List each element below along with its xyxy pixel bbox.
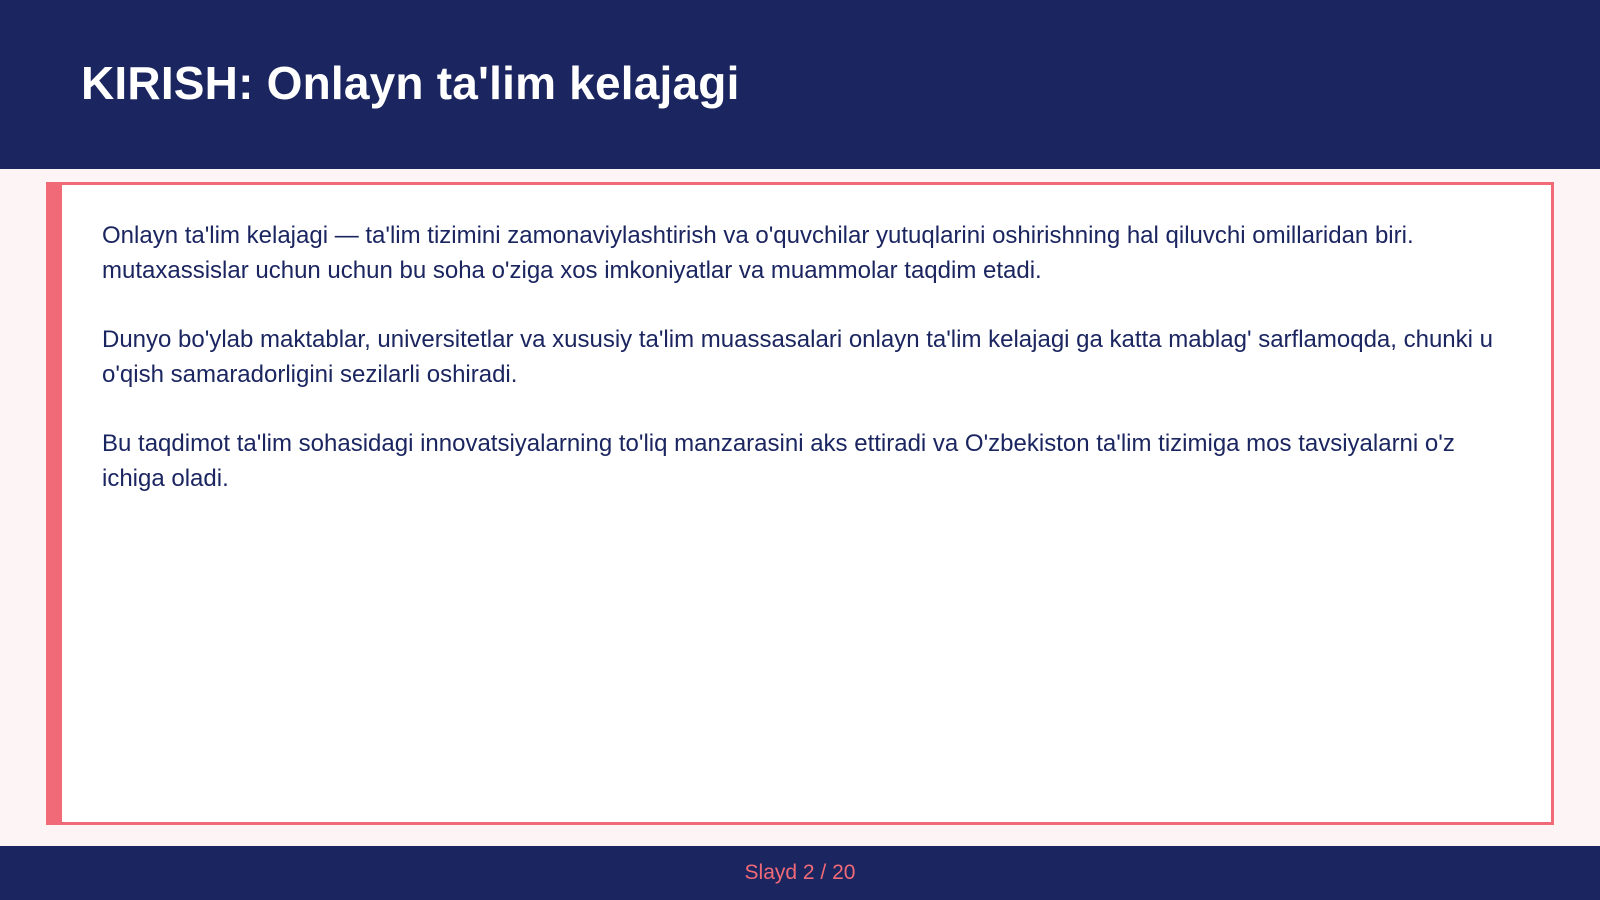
content-card [46, 182, 1554, 825]
paragraph-1: Onlayn ta'lim kelajagi — ta'lim tizimini zamonaviylashtirish va o'quvchilar yutuqlarini oshirishning hal qiluvchi omillaridan biri. mutaxassislar uchun uchun bu soha o'ziga xos imkoniyatlar va muammolar taqdim etadi. [102, 222, 1414, 284]
paragraph-2: Dunyo bo'ylab maktablar, universitetlar va xususiy ta'lim muassasalari onlayn ta'lim kelajagi ga katta mablag' sarflamoqda, chunki u o'qish samaradorligini sezilarli oshiradi. [102, 326, 1494, 388]
slide-footer [0, 846, 1600, 900]
content-body [102, 218, 1522, 530]
slide-counter: Slayd 2 / 20 [744, 861, 856, 884]
paragraph-3: Bu taqdimot ta'lim sohasidagi innovatsiyalarning to'liq manzarasini aks ettiradi va O'zbekiston ta'lim tizimiga mos tavsiyalarni o'z ichiga oladi. [102, 430, 1455, 492]
slide-header [0, 0, 1600, 169]
slide-title: KIRISH: Onlayn ta'lim kelajagi [81, 57, 740, 109]
